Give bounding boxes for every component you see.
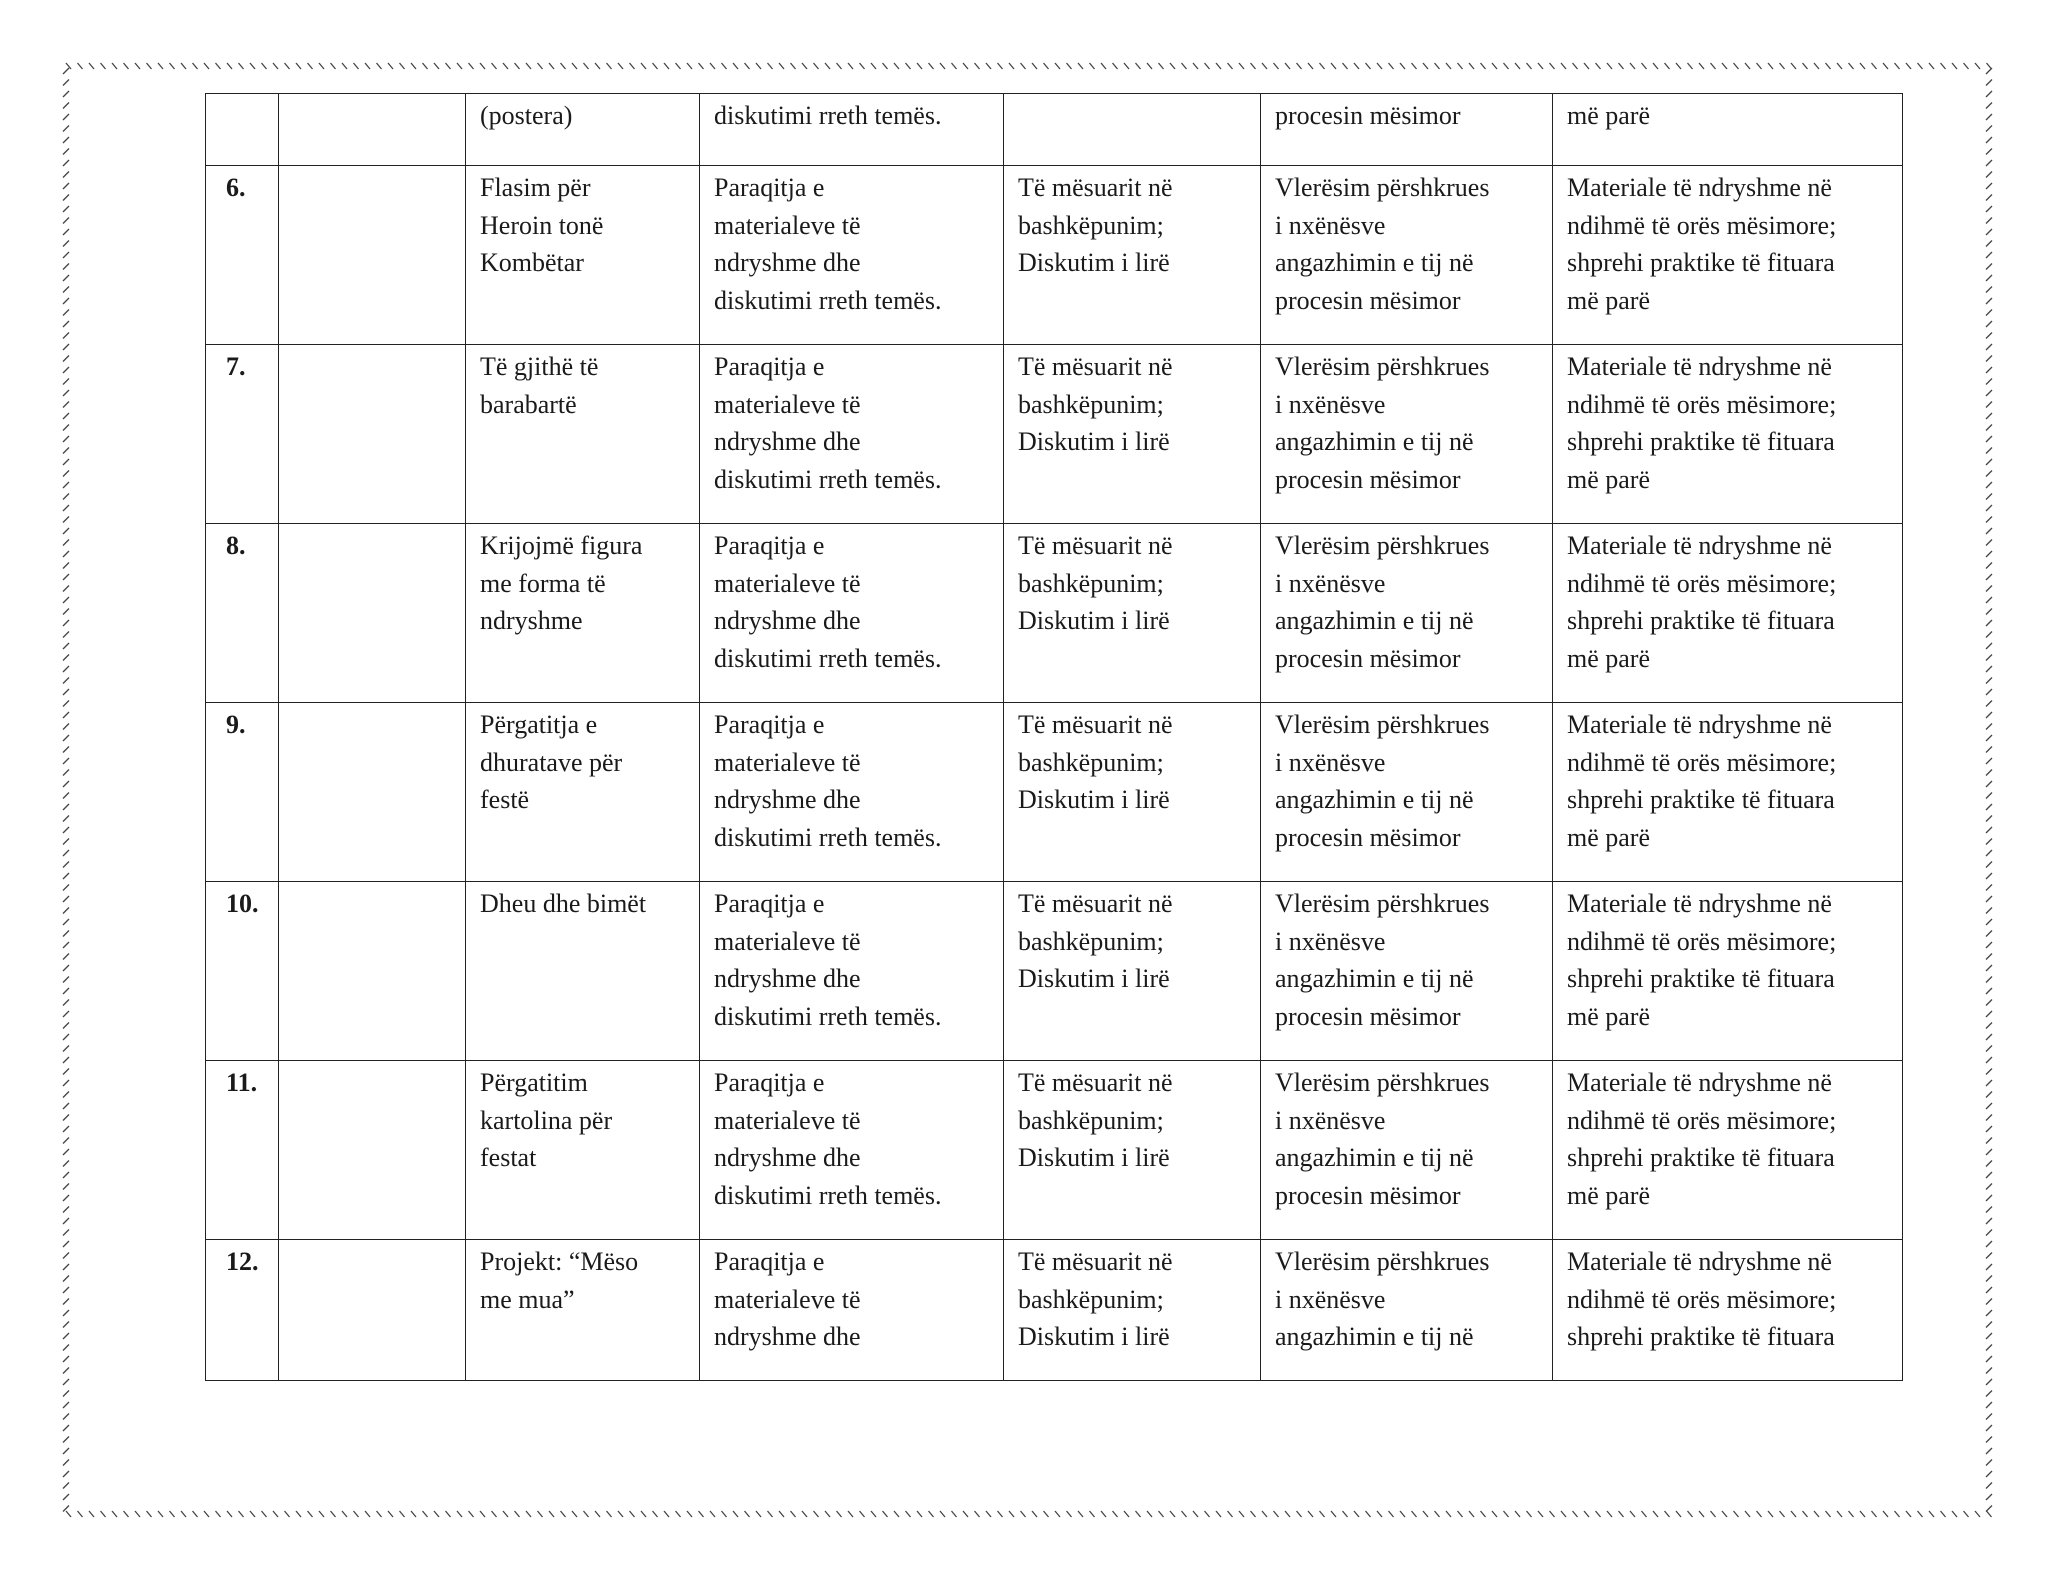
lesson-activity: Paraqitja e materialeve të ndryshme dhe diskutimi rreth temës.	[700, 166, 1004, 345]
lesson-method: Të mësuarit në bashkëpunim; Diskutim i lirë	[1004, 1240, 1261, 1381]
lesson-plan-table	[205, 93, 1903, 1381]
lesson-topic: (postera)	[466, 94, 700, 166]
lesson-activity: Paraqitja e materialeve të ndryshme dhe diskutimi rreth temës.	[700, 524, 1004, 703]
lesson-number: 9.	[206, 703, 279, 882]
table-row	[206, 94, 1903, 166]
lesson-resources: më parë	[1553, 94, 1903, 166]
lesson-assessment: Vlerësim përshkrues i nxënësve angazhimin e tij në procesin mësimor	[1261, 882, 1553, 1061]
lesson-assessment: Vlerësim përshkrues i nxënësve angazhimin e tij në	[1261, 1240, 1553, 1381]
empty-cell	[279, 1240, 466, 1381]
lesson-topic: Përgatitja e dhuratave për festë	[466, 703, 700, 882]
lesson-method	[1004, 94, 1261, 166]
lesson-topic: Të gjithë të barabartë	[466, 345, 700, 524]
lesson-method: Të mësuarit në bashkëpunim; Diskutim i lirë	[1004, 524, 1261, 703]
lesson-assessment: Vlerësim përshkrues i nxënësve angazhimin e tij në procesin mësimor	[1261, 345, 1553, 524]
lesson-activity: diskutimi rreth temës.	[700, 94, 1004, 166]
empty-cell	[279, 1061, 466, 1240]
table-row	[206, 345, 1903, 524]
table-row	[206, 1240, 1903, 1381]
lesson-number: 11.	[206, 1061, 279, 1240]
lesson-method: Të mësuarit në bashkëpunim; Diskutim i lirë	[1004, 345, 1261, 524]
lesson-resources: Materiale të ndryshme në ndihmë të orës mësimore; shprehi praktike të fituara më parë	[1553, 882, 1903, 1061]
empty-cell	[279, 94, 466, 166]
lesson-assessment: Vlerësim përshkrues i nxënësve angazhimin e tij në procesin mësimor	[1261, 703, 1553, 882]
lesson-number: 7.	[206, 345, 279, 524]
lesson-resources: Materiale të ndryshme në ndihmë të orës mësimore; shprehi praktike të fituara më parë	[1553, 345, 1903, 524]
lesson-method: Të mësuarit në bashkëpunim; Diskutim i lirë	[1004, 882, 1261, 1061]
lesson-topic: Flasim për Heroin tonë Kombëtar	[466, 166, 700, 345]
table-row	[206, 166, 1903, 345]
empty-cell	[279, 166, 466, 345]
lesson-number: 6.	[206, 166, 279, 345]
lesson-number: 12.	[206, 1240, 279, 1381]
empty-cell	[279, 703, 466, 882]
table-row	[206, 703, 1903, 882]
lesson-method: Të mësuarit në bashkëpunim; Diskutim i lirë	[1004, 1061, 1261, 1240]
lesson-resources: Materiale të ndryshme në ndihmë të orës mësimore; shprehi praktike të fituara më parë	[1553, 1061, 1903, 1240]
lesson-activity: Paraqitja e materialeve të ndryshme dhe diskutimi rreth temës.	[700, 703, 1004, 882]
lesson-number: 8.	[206, 524, 279, 703]
table-row	[206, 1061, 1903, 1240]
lesson-method: Të mësuarit në bashkëpunim; Diskutim i lirë	[1004, 703, 1261, 882]
lesson-assessment: Vlerësim përshkrues i nxënësve angazhimin e tij në procesin mësimor	[1261, 524, 1553, 703]
empty-cell	[279, 882, 466, 1061]
lesson-resources: Materiale të ndryshme në ndihmë të orës mësimore; shprehi praktike të fituara më parë	[1553, 524, 1903, 703]
lesson-topic: Dheu dhe bimët	[466, 882, 700, 1061]
lesson-resources: Materiale të ndryshme në ndihmë të orës mësimore; shprehi praktike të fituara	[1553, 1240, 1903, 1381]
lesson-method: Të mësuarit në bashkëpunim; Diskutim i lirë	[1004, 166, 1261, 345]
lesson-number	[206, 94, 279, 166]
lesson-topic: Krijojmë figura me forma të ndryshme	[466, 524, 700, 703]
table-row	[206, 882, 1903, 1061]
lesson-assessment: Vlerësim përshkrues i nxënësve angazhimin e tij në procesin mësimor	[1261, 1061, 1553, 1240]
lesson-activity: Paraqitja e materialeve të ndryshme dhe diskutimi rreth temës.	[700, 1061, 1004, 1240]
empty-cell	[279, 524, 466, 703]
lesson-topic: Projekt: “Mëso me mua”	[466, 1240, 700, 1381]
lesson-number: 10.	[206, 882, 279, 1061]
lesson-resources: Materiale të ndryshme në ndihmë të orës mësimore; shprehi praktike të fituara më parë	[1553, 166, 1903, 345]
lesson-resources: Materiale të ndryshme në ndihmë të orës mësimore; shprehi praktike të fituara më parë	[1553, 703, 1903, 882]
lesson-activity: Paraqitja e materialeve të ndryshme dhe diskutimi rreth temës.	[700, 882, 1004, 1061]
empty-cell	[279, 345, 466, 524]
lesson-activity: Paraqitja e materialeve të ndryshme dhe diskutimi rreth temës.	[700, 345, 1004, 524]
lesson-assessment: Vlerësim përshkrues i nxënësve angazhimin e tij në procesin mësimor	[1261, 166, 1553, 345]
table-row	[206, 524, 1903, 703]
lesson-activity: Paraqitja e materialeve të ndryshme dhe	[700, 1240, 1004, 1381]
lesson-topic: Përgatitim kartolina për festat	[466, 1061, 700, 1240]
lesson-assessment: procesin mësimor	[1261, 94, 1553, 166]
